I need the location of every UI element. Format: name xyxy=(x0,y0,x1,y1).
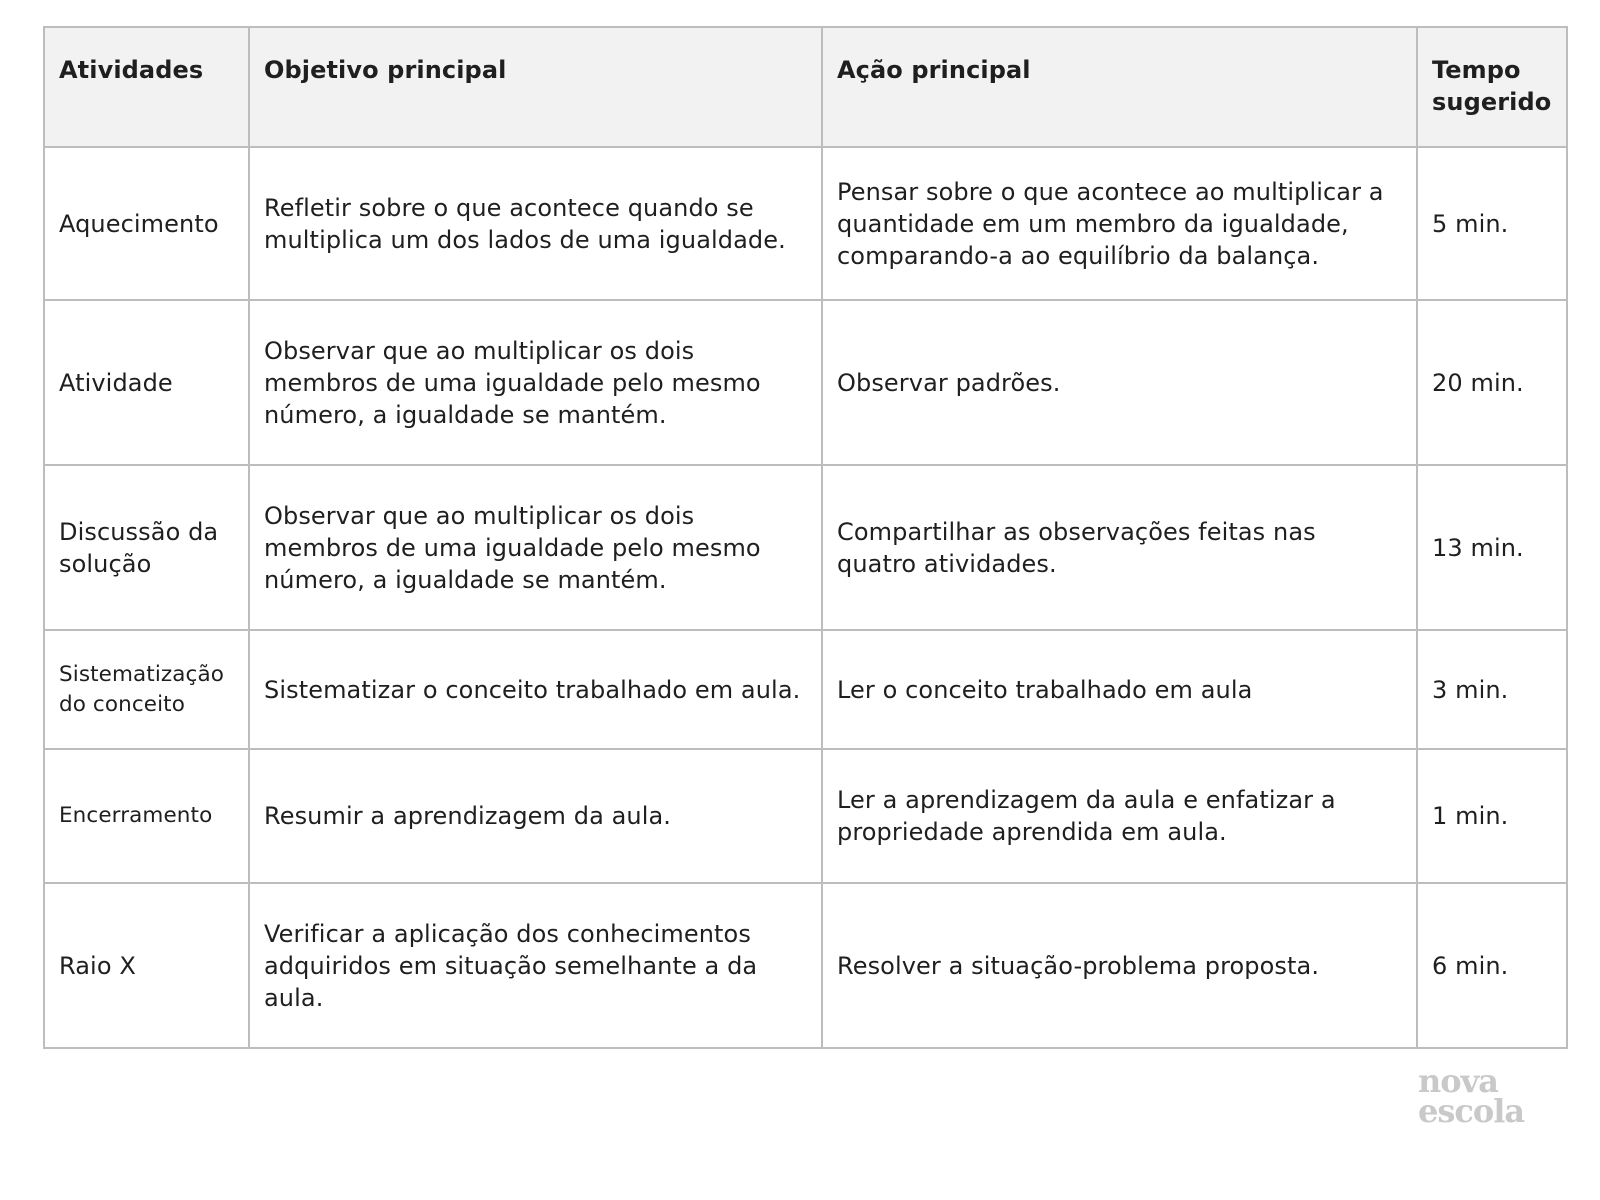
logo-line-2: escola xyxy=(1418,1092,1525,1130)
cell-tempo: 3 min. xyxy=(1417,630,1567,749)
cell-atividade: Atividade xyxy=(44,300,249,465)
cell-acao: Compartilhar as observações feitas nas quatro atividades. xyxy=(822,465,1417,630)
header-atividades: Atividades xyxy=(44,27,249,147)
cell-objetivo: Sistematizar o conceito trabalhado em aula. xyxy=(249,630,822,749)
cell-acao: Pensar sobre o que acontece ao multiplicar a quantidade em um membro da igualdade, comparando-a ao equilíbrio da balança. xyxy=(822,147,1417,300)
cell-atividade: Raio X xyxy=(44,883,249,1048)
logo-line-1: nova xyxy=(1418,1062,1498,1100)
table-row xyxy=(44,630,1567,749)
table-header xyxy=(44,27,1567,147)
cell-tempo: 5 min. xyxy=(1417,147,1567,300)
table-body xyxy=(44,147,1567,1048)
cell-objetivo: Observar que ao multiplicar os dois membros de uma igualdade pelo mesmo número, a igualdade se mantém. xyxy=(249,465,822,630)
cell-tempo: 13 min. xyxy=(1417,465,1567,630)
cell-atividade: Discussão da solução xyxy=(44,465,249,630)
cell-tempo: 1 min. xyxy=(1417,749,1567,883)
cell-atividade: Sistematização do conceito xyxy=(44,630,249,749)
table-row xyxy=(44,749,1567,883)
cell-objetivo: Refletir sobre o que acontece quando se multiplica um dos lados de uma igualdade. xyxy=(249,147,822,300)
header-acao: Ação principal xyxy=(822,27,1417,147)
table-row xyxy=(44,300,1567,465)
table-row xyxy=(44,465,1567,630)
cell-objetivo: Resumir a aprendizagem da aula. xyxy=(249,749,822,883)
cell-atividade: Encerramento xyxy=(44,749,249,883)
nova-escola-logo xyxy=(1418,1062,1536,1130)
header-tempo: Tempo sugerido xyxy=(1417,27,1567,147)
cell-tempo: 6 min. xyxy=(1417,883,1567,1048)
cell-tempo: 20 min. xyxy=(1417,300,1567,465)
cell-acao: Ler o conceito trabalhado em aula xyxy=(822,630,1417,749)
cell-acao: Observar padrões. xyxy=(822,300,1417,465)
cell-acao: Ler a aprendizagem da aula e enfatizar a propriedade aprendida em aula. xyxy=(822,749,1417,883)
cell-objetivo: Verificar a aplicação dos conhecimentos adquiridos em situação semelhante a da aula. xyxy=(249,883,822,1048)
table-row xyxy=(44,883,1567,1048)
cell-acao: Resolver a situação-problema proposta. xyxy=(822,883,1417,1048)
cell-objetivo: Observar que ao multiplicar os dois membros de uma igualdade pelo mesmo número, a igualdade se mantém. xyxy=(249,300,822,465)
table-row xyxy=(44,147,1567,300)
lesson-plan-table xyxy=(43,26,1568,1049)
header-row xyxy=(44,27,1567,147)
cell-atividade: Aquecimento xyxy=(44,147,249,300)
header-objetivo: Objetivo principal xyxy=(249,27,822,147)
